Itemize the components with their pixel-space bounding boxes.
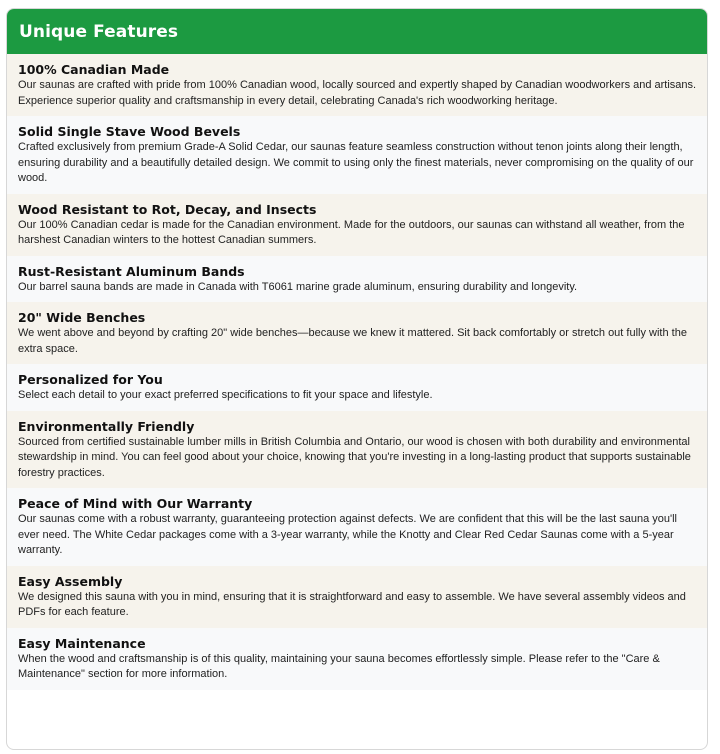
feature-description: Our 100% Canadian cedar is made for the Canadian environment. Made for the outdoors, our saunas can withstand all weather, from the harshest Canadian winters to the hottest Canadian summers. bbox=[18, 218, 685, 246]
feature-description: Our saunas are crafted with pride from 100% Canadian wood, locally sourced and expertly shaped by Canadian woodworkers and artisans. Experience superior quality and craftsmanship in every detail, celebrating Canada's rich woodworking heritage. bbox=[18, 79, 697, 107]
feature-item-environmentally-friendly bbox=[7, 411, 707, 489]
feature-title: Solid Single Stave Wood Bevels bbox=[18, 124, 241, 139]
features-list bbox=[7, 54, 707, 690]
feature-title: Personalized for You bbox=[18, 372, 163, 387]
feature-title: Environmentally Friendly bbox=[18, 418, 195, 434]
feature-description: Crafted exclusively from premium Grade-A Solid Cedar, our saunas feature seamless construction without tenon joints along their length, ensuring durability and a beautifully detailed design. We commit to using only the finest materials, never compromising on the quality of our wood. bbox=[18, 141, 694, 184]
feature-title: Easy Assembly bbox=[18, 573, 123, 589]
feature-item-warranty bbox=[7, 488, 707, 566]
feature-title: Rust-Resistant Aluminum Bands bbox=[18, 263, 245, 279]
feature-description: We went above and beyond by crafting 20" wide benches—because we knew it mattered. Sit back comfortably or stretch out fully with the extra space. bbox=[18, 327, 687, 355]
feature-title: Peace of Mind with Our Warranty bbox=[18, 496, 253, 511]
feature-item-aluminum-bands bbox=[7, 256, 707, 303]
unique-features-panel bbox=[6, 8, 708, 750]
feature-item-stave-bevels bbox=[7, 116, 707, 194]
feature-title: 100% Canadian Made bbox=[18, 62, 170, 77]
feature-item-rot-resistant bbox=[7, 194, 707, 256]
panel-header bbox=[7, 9, 707, 54]
feature-title: Wood Resistant to Rot, Decay, and Insects bbox=[18, 201, 317, 217]
feature-item-wide-benches bbox=[7, 302, 707, 364]
feature-description: Sourced from certified sustainable lumber mills in British Columbia and Ontario, our wood is chosen with both durability and environmental stewardship in mind. You can feel good about your choice, knowing that you're investing in a long-lasting product that supports sustainable forestry practices. bbox=[18, 435, 691, 479]
feature-item-canadian-made bbox=[7, 54, 707, 116]
feature-title: Easy Maintenance bbox=[18, 635, 146, 651]
feature-description: When the wood and craftsmanship is of this quality, maintaining your sauna becomes effortlessly simple. Please refer to the "Care & Maintenance" section for more information. bbox=[18, 652, 660, 680]
feature-description: We designed this sauna with you in mind, ensuring that it is straightforward and easy to assemble. We have several assembly videos and PDFs for each feature. bbox=[18, 590, 686, 618]
feature-item-personalized bbox=[7, 364, 707, 411]
feature-title: 20" Wide Benches bbox=[18, 310, 146, 325]
feature-item-easy-assembly bbox=[7, 566, 707, 628]
feature-description: Our barrel sauna bands are made in Canada with T6061 marine grade aluminum, ensuring durability and longevity. bbox=[18, 280, 578, 293]
feature-description: Our saunas come with a robust warranty, guaranteeing protection against defects. We are confident that this will be the last sauna you'll ever need. The White Cedar packages come with a 3-year warranty, while the Knotty and Clear Red Cedar Saunas come with a 5-year warranty. bbox=[18, 513, 678, 556]
panel-title: Unique Features bbox=[19, 21, 179, 42]
feature-description: Select each detail to your exact preferred specifications to fit your space and lifestyle. bbox=[18, 389, 433, 401]
feature-item-easy-maintenance bbox=[7, 628, 707, 690]
